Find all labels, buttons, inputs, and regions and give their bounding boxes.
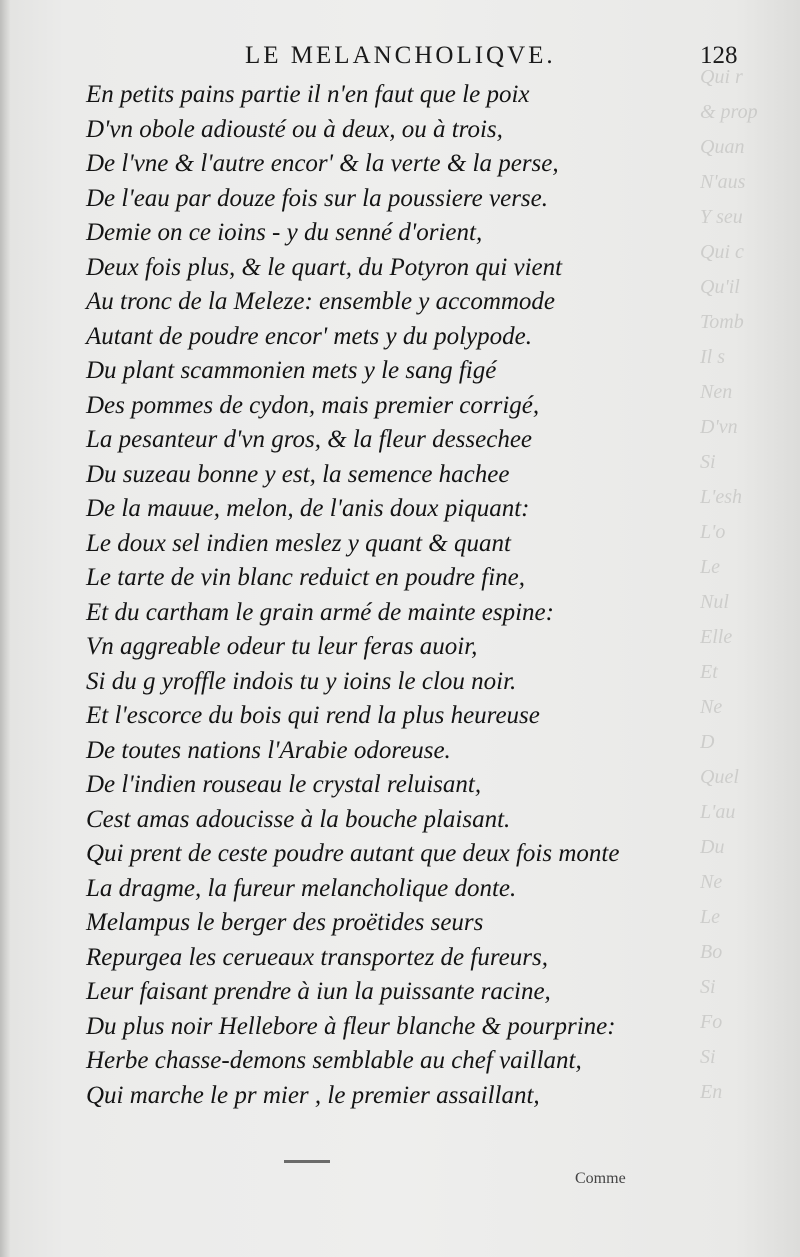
verse-line: Si du g yroffle indois tu y ioins le clou noir. bbox=[86, 667, 517, 695]
verse-block bbox=[86, 78, 706, 1113]
verse-line: La dragme, la fureur melancholique donte. bbox=[86, 874, 517, 902]
verse-line: Qui prent de ceste poudre autant que deux fois monte bbox=[86, 840, 620, 867]
verse-line: De l'indien rouseau le crystal reluisant, bbox=[86, 771, 482, 798]
verse-line: Le tarte de vin blanc reduict en poudre fine, bbox=[86, 564, 526, 591]
verse-line: Leur faisant prendre à iun la puissante racine, bbox=[86, 978, 551, 1005]
verse-line: D'vn obole adiousté ou à deux, ou à trois, bbox=[86, 115, 503, 143]
verse-line: Du plant scammonien mets y le sang figé bbox=[86, 357, 497, 384]
verse-line: En petits pains partie il n'en faut que le poix bbox=[86, 81, 530, 108]
verse-line: Demie on ce ioins - y du senné d'orient, bbox=[86, 219, 483, 246]
verse-line: De toutes nations l'Arabie odoreuse. bbox=[86, 736, 451, 764]
verse-line: Qui marche le pr mier , le premier assaillant, bbox=[86, 1081, 540, 1109]
verse-line: Repurgea les cerueaux transportez de fureurs, bbox=[86, 943, 548, 971]
running-title: LE MELANCHOLIQVE. bbox=[245, 42, 556, 69]
page-gutter-shadow bbox=[0, 0, 10, 1257]
verse-line: Melampus le berger des proëtides seurs bbox=[86, 909, 484, 936]
verse-line: Le doux sel indien meslez y quant & quant bbox=[86, 529, 511, 557]
verse-line: Du plus noir Hellebore à fleur blanche & pourprine: bbox=[86, 1012, 616, 1040]
verse-line: De l'eau par douze fois sur la poussiere verse. bbox=[86, 184, 549, 212]
verse-line: Du suzeau bonne y est, la semence hachee bbox=[86, 460, 510, 488]
page-number: 128 bbox=[700, 42, 738, 69]
verse-line: Et l'escorce du bois qui rend la plus heureuse bbox=[86, 702, 540, 729]
verse-line: La pesanteur d'vn gros, & la fleur dessechee bbox=[86, 426, 533, 453]
verse-line: Herbe chasse-demons semblable au chef vaillant, bbox=[86, 1047, 582, 1074]
verse-line: Cest amas adoucisse à la bouche plaisant. bbox=[86, 805, 511, 833]
bleed-through-text: Qui r & prop Quan N'aus Y seu Qui c Qu'il Tomb Il s Nen D'vn Si L'esh L'o Le Nul Elle Et Ne D Quel L'au Du Ne Le Bo Si Fo Si En bbox=[700, 66, 758, 1103]
verse-line: De l'vne & l'autre encor' & la verte & la perse, bbox=[86, 150, 559, 177]
verse-line: Des pommes de cydon, mais premier corrigé, bbox=[86, 391, 540, 419]
verse-line: De la mauue, melon, de l'anis doux piquant: bbox=[86, 495, 530, 522]
verse-line: Et du cartham le grain armé de mainte espine: bbox=[86, 598, 554, 626]
catchword: Comme bbox=[575, 1170, 626, 1187]
verse-line: Deux fois plus, & le quart, du Potyron qui vient bbox=[86, 253, 563, 281]
verse-line: Autant de poudre encor' mets y du polypode. bbox=[86, 322, 532, 350]
verse-line: Vn aggreable odeur tu leur feras auoir, bbox=[86, 633, 478, 660]
verse-line: Au tronc de la Meleze: ensemble y accommode bbox=[86, 288, 556, 315]
ink-smudge bbox=[284, 1160, 330, 1163]
